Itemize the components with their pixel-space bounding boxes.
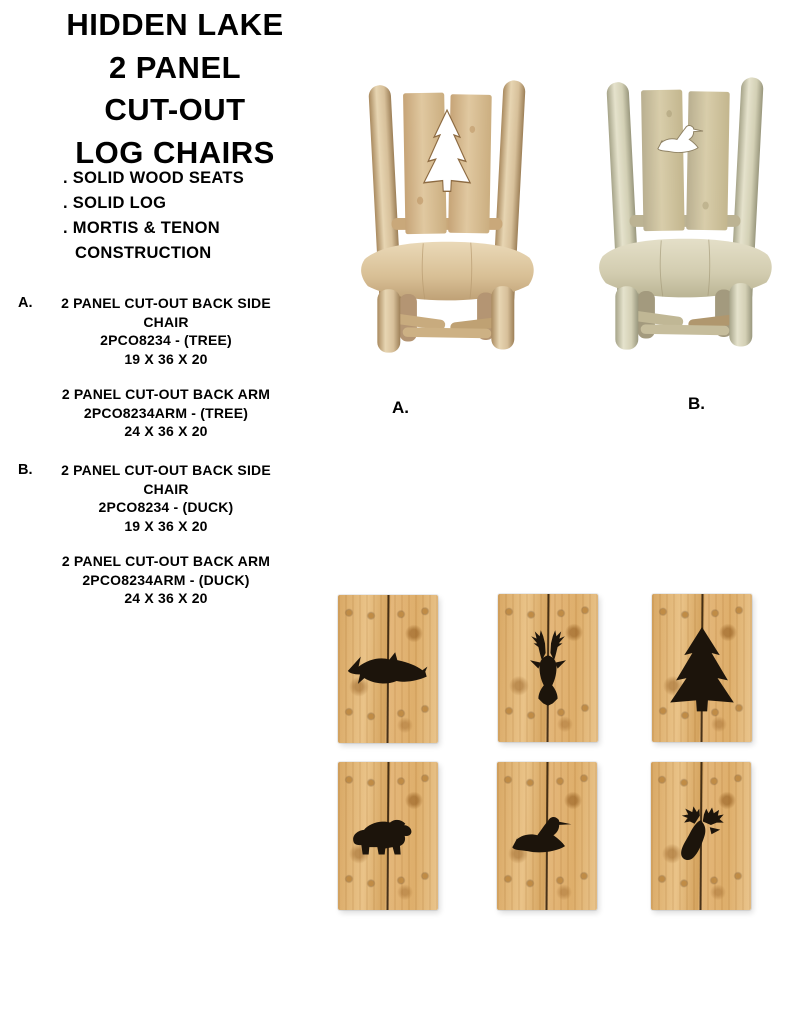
product-item bbox=[18, 294, 314, 368]
product-section-b bbox=[18, 461, 314, 608]
product-label: A. bbox=[18, 295, 33, 311]
feature-item: . SOLID LOG bbox=[63, 194, 167, 212]
loon-cutout-icon bbox=[508, 814, 586, 859]
feature-item: CONSTRUCTION bbox=[75, 244, 212, 262]
figure-label-a: A. bbox=[392, 398, 409, 417]
page-title-line: HIDDEN LAKE bbox=[66, 7, 284, 42]
panel-bear-cutout bbox=[338, 762, 438, 910]
panel-loon-cutout bbox=[497, 762, 597, 910]
product-dimensions: 24 X 36 X 20 bbox=[124, 423, 208, 439]
page-title-line: CUT-OUT bbox=[104, 92, 246, 127]
fish-cutout-icon bbox=[345, 648, 431, 691]
product-sku: 2PCO8234 - (DUCK) bbox=[98, 499, 234, 515]
product-section-a bbox=[18, 294, 314, 441]
product-sku: 2PCO8234ARM - (TREE) bbox=[83, 404, 249, 421]
tree-cutout-icon bbox=[665, 624, 739, 713]
feature-list bbox=[63, 166, 244, 266]
product-line: CHAIR bbox=[143, 313, 189, 330]
chair-photo-a bbox=[352, 45, 542, 380]
page-title-line: LOG CHAIRS bbox=[75, 134, 275, 170]
product-dimensions: 19 X 36 X 20 bbox=[124, 517, 208, 534]
product-item bbox=[18, 552, 314, 608]
product-dimensions: 19 X 36 X 20 bbox=[124, 350, 208, 367]
page-title bbox=[40, 4, 310, 174]
panel-moose-cutout bbox=[651, 762, 751, 910]
page-title-line: 2 PANEL bbox=[108, 49, 242, 85]
panel-tree-cutout bbox=[652, 594, 752, 742]
product-sku: 2PCO8234 - (TREE) bbox=[100, 332, 232, 348]
chair-photo-b bbox=[590, 42, 780, 377]
feature-item: . MORTIS & TENON bbox=[63, 219, 220, 237]
moose-cutout-icon bbox=[669, 804, 733, 868]
product-label: B. bbox=[18, 462, 33, 478]
panel-deer-cutout bbox=[498, 594, 598, 742]
product-line: 2 PANEL CUT-OUT BACK SIDE bbox=[61, 295, 271, 311]
product-line: 2 PANEL CUT-OUT BACK ARM bbox=[61, 553, 271, 569]
product-line: CHAIR bbox=[143, 480, 189, 497]
figure-label-b: B. bbox=[688, 394, 705, 413]
bear-cutout-icon bbox=[348, 813, 428, 860]
feature-item: . SOLID WOOD SEATS bbox=[63, 169, 245, 187]
product-item bbox=[18, 461, 314, 535]
deer-cutout-icon bbox=[518, 629, 578, 707]
product-sku: 2PCO8234ARM - (DUCK) bbox=[82, 571, 250, 588]
panel-fish-cutout bbox=[338, 595, 438, 743]
product-dimensions: 24 X 36 X 20 bbox=[124, 590, 208, 606]
product-item bbox=[18, 385, 314, 441]
product-line: 2 PANEL CUT-OUT BACK ARM bbox=[61, 386, 271, 402]
product-line: 2 PANEL CUT-OUT BACK SIDE bbox=[61, 462, 271, 478]
